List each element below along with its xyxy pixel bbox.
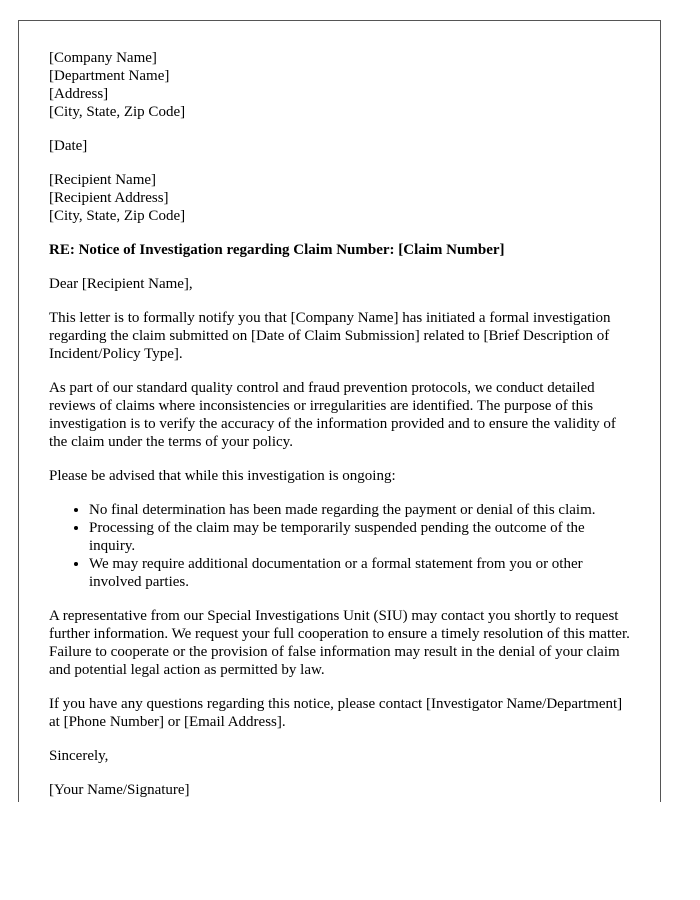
- list-item: • No final determination has been made regarding the payment or denial of this claim.: [89, 501, 630, 519]
- advisory-list: [49, 501, 630, 591]
- paragraph-contact: If you have any questions regarding this notice, please contact [Investigator Name/Department] at [Phone Number] or [Email Address].: [49, 696, 623, 730]
- paragraph-advisory: Please be advised that while this investigation is ongoing:: [49, 468, 396, 484]
- list-item: • We may require additional documentation or a formal statement from you or other involved parties.: [89, 555, 630, 591]
- paragraph-notice: This letter is to formally notify you that [Company Name] has initiated a formal investigation regarding the claim submitted on [Date of Claim Submission] related to [Brief Description of Incident/Policy Type].: [49, 310, 611, 362]
- paragraph-purpose: As part of our standard quality control and fraud prevention protocols, we conduct detailed reviews of claims where inconsistencies or irregularities are identified. The purpose of this investigation is to verify the accuracy of the information provided and to ensure the validity of the claim under the terms of your policy.: [49, 380, 616, 450]
- list-item: • Processing of the claim may be temporarily suspended pending the outcome of the inquiry.: [89, 519, 630, 555]
- sender-department: [Department Name]: [49, 68, 170, 84]
- salutation: Dear [Recipient Name],: [49, 276, 193, 292]
- letter-date: [Date]: [49, 138, 88, 154]
- signature: [Your Name/Signature]: [49, 782, 190, 798]
- letter-page: [18, 20, 661, 802]
- subject-line: RE: Notice of Investigation regarding Claim Number: [Claim Number]: [49, 242, 505, 258]
- paragraph-siu: A representative from our Special Investigations Unit (SIU) may contact you shortly to request further information. We request your full cooperation to ensure a timely resolution of this matter. Failure to cooperate or the provision of false information may result in the denial of your claim and potential legal action as permitted by law.: [49, 608, 630, 678]
- signoff: Sincerely,: [49, 748, 109, 764]
- sender-address: [Address]: [49, 86, 109, 102]
- sender-block: [49, 49, 630, 121]
- recipient-address: [Recipient Address]: [49, 190, 169, 206]
- sender-company: [Company Name]: [49, 50, 157, 66]
- sender-city-state-zip: [City, State, Zip Code]: [49, 104, 186, 120]
- recipient-block: [49, 171, 630, 225]
- recipient-name: [Recipient Name]: [49, 172, 157, 188]
- recipient-city-state-zip: [City, State, Zip Code]: [49, 208, 186, 224]
